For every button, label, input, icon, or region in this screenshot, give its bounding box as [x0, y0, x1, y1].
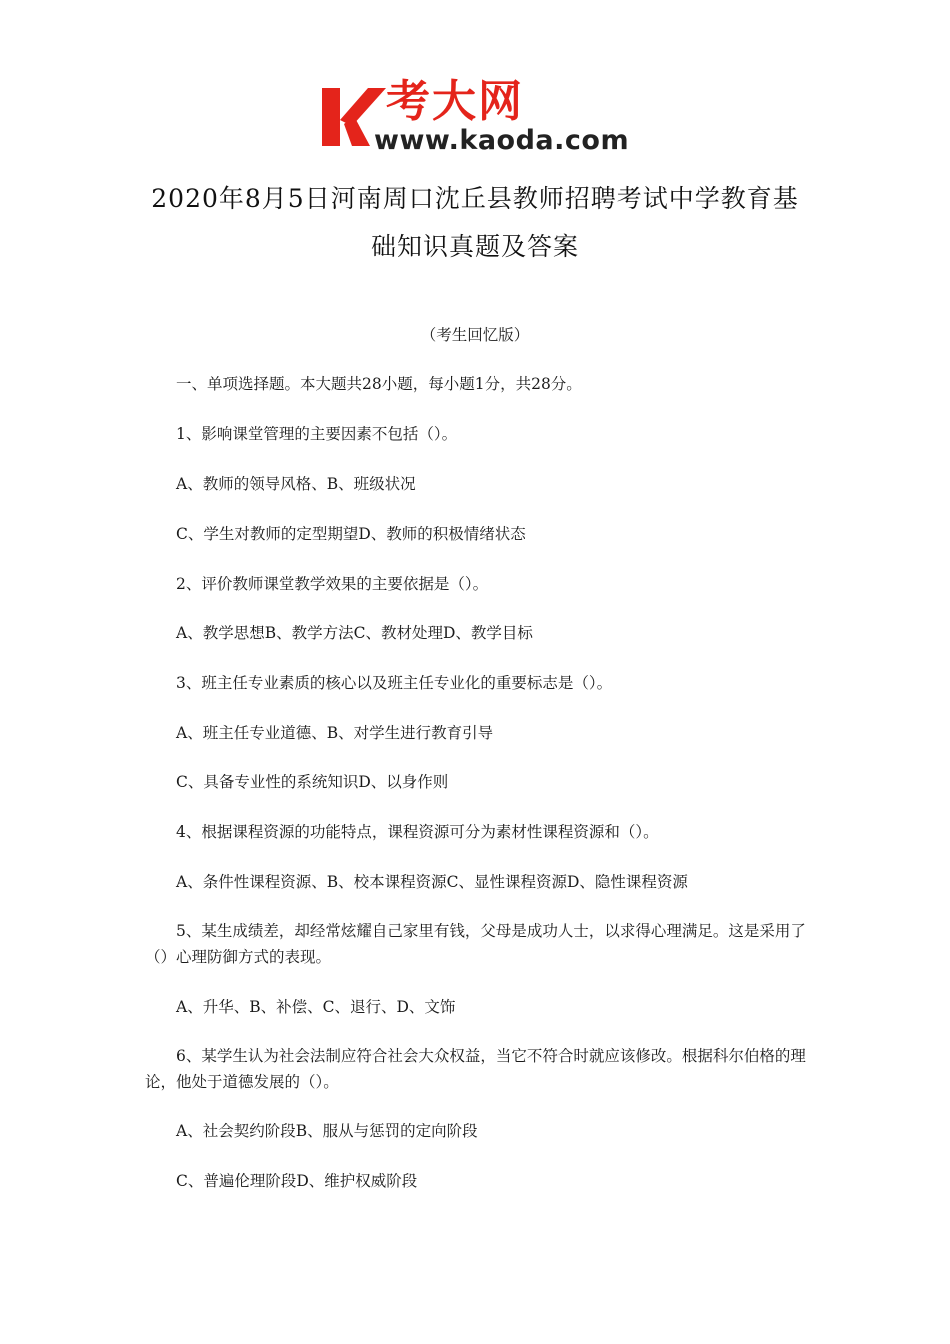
logo-url-text: www.kaoda.com: [374, 125, 630, 156]
answer-options: C、普遍伦理阶段D、维护权威阶段: [176, 1172, 418, 1190]
document-subtitle: （考生回忆版）: [420, 326, 530, 344]
document-title-line-1: 2020年8月5日河南周口沈丘县教师招聘考试中学教育基: [151, 184, 799, 213]
answer-options: A、教师的领导风格、B、班级状况: [176, 475, 416, 493]
question-text: 6、某学生认为社会法制应符合社会大众权益，当它不符合时就应该修改。根据科尔伯格的理论，他处于道德发展的（）。: [145, 1047, 806, 1091]
answer-options: C、具备专业性的系统知识D、以身作则: [176, 773, 449, 791]
question-text: 5、某生成绩差，却经常炫耀自己家里有钱，父母是成功人士，以求得心理满足。这是采用了（）心理防御方式的表现。: [145, 922, 806, 966]
question-text: 4、根据课程资源的功能特点，课程资源可分为素材性课程资源和（）。: [176, 823, 659, 841]
section-heading: 一、单项选择题。本大题共28小题，每小题1分，共28分。: [176, 375, 582, 393]
answer-options: C、学生对教师的定型期望D、教师的积极情绪状态: [176, 525, 526, 543]
kaoda-logo: [318, 78, 638, 158]
logo-brand-text: 考大网: [386, 76, 524, 127]
answer-options: A、社会契约阶段B、服从与惩罚的定向阶段: [176, 1122, 478, 1140]
question-text: 2、评价教师课堂教学效果的主要依据是（）。: [176, 575, 489, 593]
question-text: 3、班主任专业素质的核心以及班主任专业化的重要标志是（）。: [176, 674, 613, 692]
answer-options: A、教学思想B、教学方法C、教材处理D、教学目标: [176, 624, 533, 642]
question-text: 1、影响课堂管理的主要因素不包括（）。: [176, 425, 458, 443]
answer-options: A、条件性课程资源、B、校本课程资源C、显性课程资源D、隐性课程资源: [176, 873, 688, 891]
answer-options: A、升华、B、补偿、C、退行、D、文饰: [176, 998, 456, 1016]
document-title-line-2: 础知识真题及答案: [370, 232, 579, 261]
answer-options: A、班主任专业道德、B、对学生进行教育引导: [176, 724, 494, 742]
